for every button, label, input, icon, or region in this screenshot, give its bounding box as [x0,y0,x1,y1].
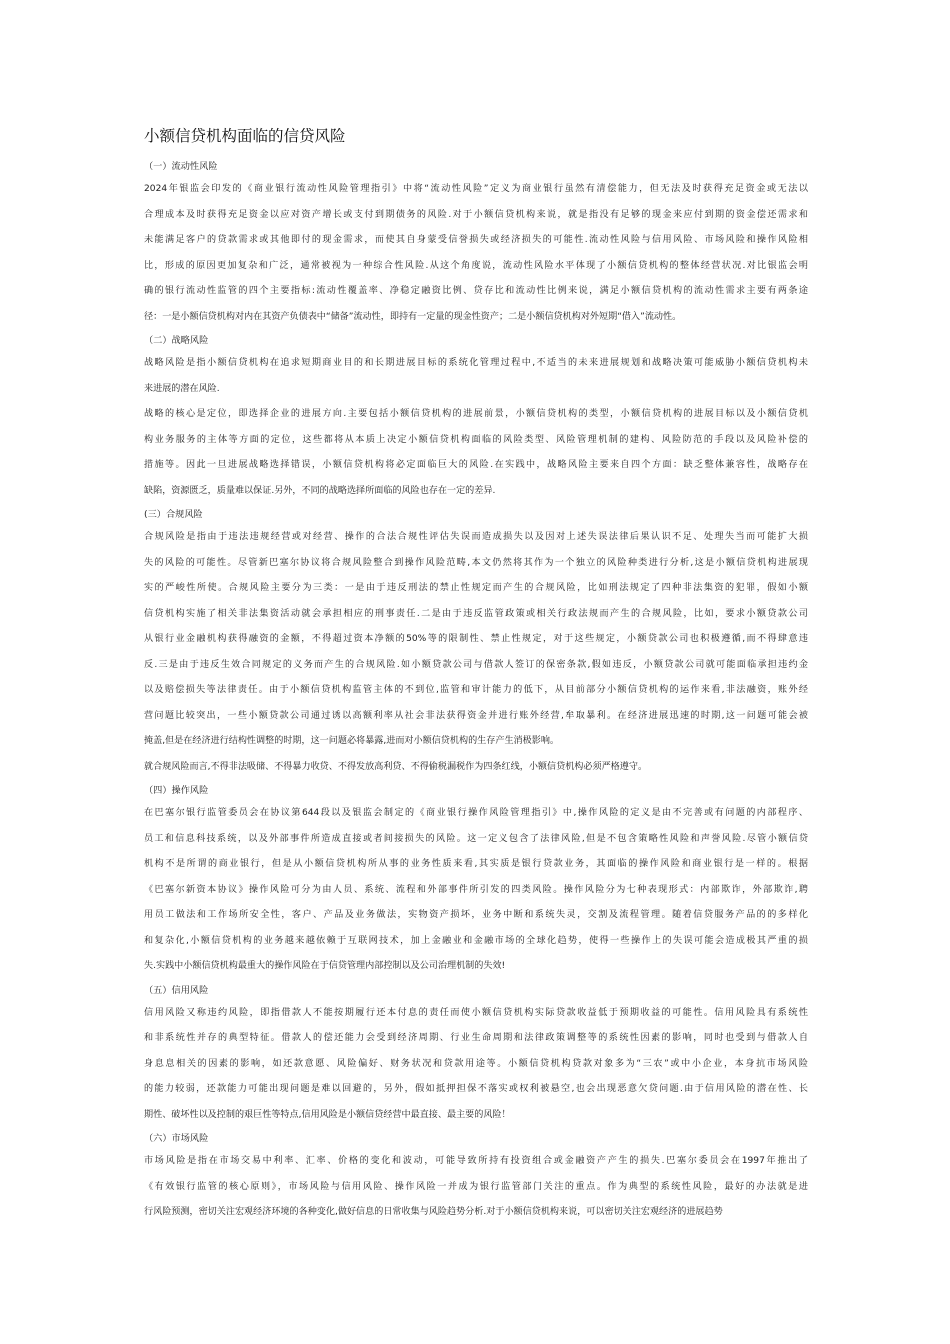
paragraph-line: 从银行业金融机构获得融资的金额，不得超过资本净额的50%等的限制性、禁止性规定，对于这些规定，小额贷款公司也积极遵循,而不得肆意违 [144,634,808,644]
paragraph-line: 合理成本及时获得充足资金以应对资产增长或支付到期债务的风险.对于小额信贷机构来说，就是指没有足够的现金来应付到期的资金偿还需求和 [144,209,808,220]
paragraph-line: 信贷机构实施了相关非法集资活动就会承担相应的刑事责任.二是由于违反监管政策或相关行政法规而产生的合规风险，比如，要求小额贷款公司 [144,608,808,619]
paragraph-line: 合规风险是指由于违法违规经营或对经营、操作的合法合规性评估失误而造成损失以及因对上述失误法律后果认识不足、处理失当而可能扩大损 [144,532,808,542]
paragraph-line: 掩盖,但是在经济进行结构性调整的时期，这一问题必将暴露,进而对小额信贷机构的生存产生消极影响。 [144,736,560,746]
paragraph [144,755,808,781]
paragraph [144,177,808,330]
paragraph-line: 《巴塞尔新资本协议》操作风险可分为由人员、系统、流程和外部事件所引发的四类风险。操作风险分为七种表现形式：内部欺诈，外部欺诈,聘 [144,884,808,895]
paragraph [144,351,808,402]
paragraph-line: 反.三是由于违反生效合同规定的义务而产生的合规风险.如小额贷款公司与借款人签订的保密条款,假如违反，小额贷款公司就可能面临承担违约金 [144,659,808,670]
paragraph-line: 身息息相关的因素的影响，如还款意愿、风险偏好、财务状况和贷款用途等。小额信贷机构贷款对象多为“三农”或中小企业，本身抗市场风险 [144,1058,808,1069]
paragraph [144,525,808,755]
paragraph-line: 用员工做法和工作场所安全性，客户、产品及业务做法，实物资产损坏，业务中断和系统失灵，交割及流程管理。随着信贷服务产品的的多样化 [144,910,808,920]
paragraph [144,801,808,980]
paragraph-line: 市场风险是指在市场交易中利率、汇率、价格的变化和波动，可能导致所持有投资组合或金融资产产生的损失.巴塞尔委员会在1997年推出了 [144,1156,808,1166]
section-heading: （一）流动性风险 [144,161,218,172]
document-page [144,124,808,1226]
paragraph-line: 期性、破坏性以及控制的艰巨性等特点,信用风险是小额信贷经营中最直接、最主要的风险！ [144,1109,511,1120]
document-body [144,156,808,1226]
section-heading: （二）战略风险 [144,335,209,346]
paragraph [144,1149,808,1226]
paragraph-line: 就合规风险而言,不得非法吸储、不得暴力收贷、不得发放高利贷、不得偷税漏税作为四条红线，小额信贷机构必须严格遵守。 [144,761,648,772]
paragraph-line: 2024年银监会印发的《商业银行流动性风险管理指引》中将“流动性风险”定义为商业银行虽然有清偿能力，但无法及时获得充足资金或无法以 [144,184,808,194]
paragraph-line: 措施等。因此一旦进展战略选择错误，小额信贷机构将必定面临巨大的风险.在实践中，战略风险主要来自四个方面：缺乏整体兼容性，战略存在 [144,460,808,470]
paragraph-line: 信用风险又称违约风险，即指借款人不能按期履行还本付息的责任而使小额信贷机构实际贷款收益低于预期收益的可能性。信用风险具有系统性 [144,1007,808,1018]
paragraph [144,1001,808,1129]
paragraph-line: 来进展的潜在风险. [144,383,220,394]
paragraph-line: 以及赔偿损失等法律责任。由于小额信贷机构监管主体的不到位,监管和审计能力的低下，从目前部分小额信贷机构的运作来看,非法融资，账外经 [144,685,808,695]
paragraph-line: 行风险预测，密切关注宏观经济环境的各种变化,做好信息的日常收集与风险趋势分析.对于小额信贷机构来说，可以密切关注宏观经济的进展趋势 [144,1207,723,1217]
paragraph-line: 和非系统性并存的典型特征。借款人的偿还能力会受到经济周期、行业生命周期和法律政策调整等的系统性因素的影响，同时也受到与借款人自 [144,1033,808,1043]
paragraph-line: 战略的核心是定位，即选择企业的进展方向.主要包括小额信贷机构的进展前景，小额信贷机构的类型，小额信贷机构的进展目标以及小额信贷机 [144,409,808,419]
paragraph-line: 径：一是小额信贷机构对内在其资产负债表中“储备”流动性，即持有一定量的现金性资产；二是小额信贷机构对外短期“借入”流动性。 [144,311,682,322]
section-heading: （五）信用风险 [144,984,209,996]
paragraph-line: 未能满足客户的贷款需求或其他即付的现金需求，而使其自身蒙受信誉损失或经济损失的可能性.流动性风险与信用风险、市场风险和操作风险相 [144,235,808,245]
section-heading: （六）市场风险 [144,1133,209,1144]
section-heading: (三）合规风险 [144,509,203,520]
paragraph-line: 战略风险是指小额信贷机构在追求短期商业目的和长期进展目标的系统化管理过程中,不适当的未来进展规划和战略决策可能威胁小额信贷机构未 [144,358,808,368]
paragraph-line: 实的严峻性所使。合规风险主要分为三类：一是由于违反刑法的禁止性规定而产生的合规风险，比如刑法规定了四种非法集资的犯罪，假如小额 [144,583,808,593]
paragraph-line: 构业务服务的主体等方面的定位，这些都将从本质上决定小额信贷机构面临的风险类型、风险管理机制的建构、风险防范的手段以及风险补偿的 [144,434,808,445]
paragraph-line: 缺陷，资源匮乏，质量难以保证.另外，不同的战略选择所面临的风险也存在一定的差异. [144,485,496,496]
paragraph-line: 《有效银行监管的核心原则》，市场风险与信用风险、操作风险一并成为银行监管部门关注的重点。作为典型的系统性风险，最好的办法就是进 [144,1181,808,1192]
paragraph-line: 比，形成的原因更加复杂和广泛，通常被视为一种综合性风险.从这个角度说，流动性风险水平体现了小额信贷机构的整体经营状况.对比银监会明 [144,260,808,271]
paragraph-line: 和复杂化,小额信贷机构的业务越来越依赖于互联网技术，加上金融业和金融市场的全球化趋势，使得一些操作上的失误可能会造成极其严重的损 [144,935,808,946]
paragraph-line: 确的银行流动性监管的四个主要指标:流动性覆盖率、净稳定融资比例、贷存比和流动性比例来说，满足小额信贷机构的流动性需求主要有两条途 [144,286,808,296]
paragraph [144,402,808,504]
document-title: 小额信贷机构面临的信贷风险 [144,127,346,145]
paragraph-line: 员工和信息科技系统，以及外部事件所造成直接或者间接损失的风险。这一定义包含了法律风险,但是不包含策略性风险和声誉风险.尽管小额信贷 [144,833,808,844]
paragraph-line: 的能力较弱，还款能力可能出现问题是难以回避的，另外，假如抵押担保不落实或权利被悬空,也会出现恶意欠贷问题.由于信用风险的潜在性、长 [144,1084,808,1094]
paragraph-line: 机构不是所谓的商业银行，但是从小额信贷机构所从事的业务性质来看,其实质是银行贷款业务，其面临的操作风险和商业银行是一样的。根据 [144,859,808,869]
paragraph-line: 在巴塞尔银行监管委员会在协议第644段以及银监会制定的《商业银行操作风险管理指引》中,操作风险的定义是由不完善或有问题的内部程序、 [144,808,808,818]
paragraph-line: 失.实践中小额信贷机构最重大的操作风险在于信贷管理内部控制以及公司治理机制的失效! [144,961,506,971]
paragraph-line: 营问题比较突出，一些小额贷款公司通过诱以高额利率从社会非法获得资金并进行账外经营,牟取暴利。在经济进展迅速的时期,这一问题可能会被 [144,710,808,721]
paragraph-line: 失的风险的可能性。尽管新巴塞尔协议将合规风险整合到操作风险范畴,本文仍然将其作为一个独立的风险种类进行分析,这是小额信贷机构进展现 [144,557,808,568]
section-heading: （四）操作风险 [144,785,209,796]
